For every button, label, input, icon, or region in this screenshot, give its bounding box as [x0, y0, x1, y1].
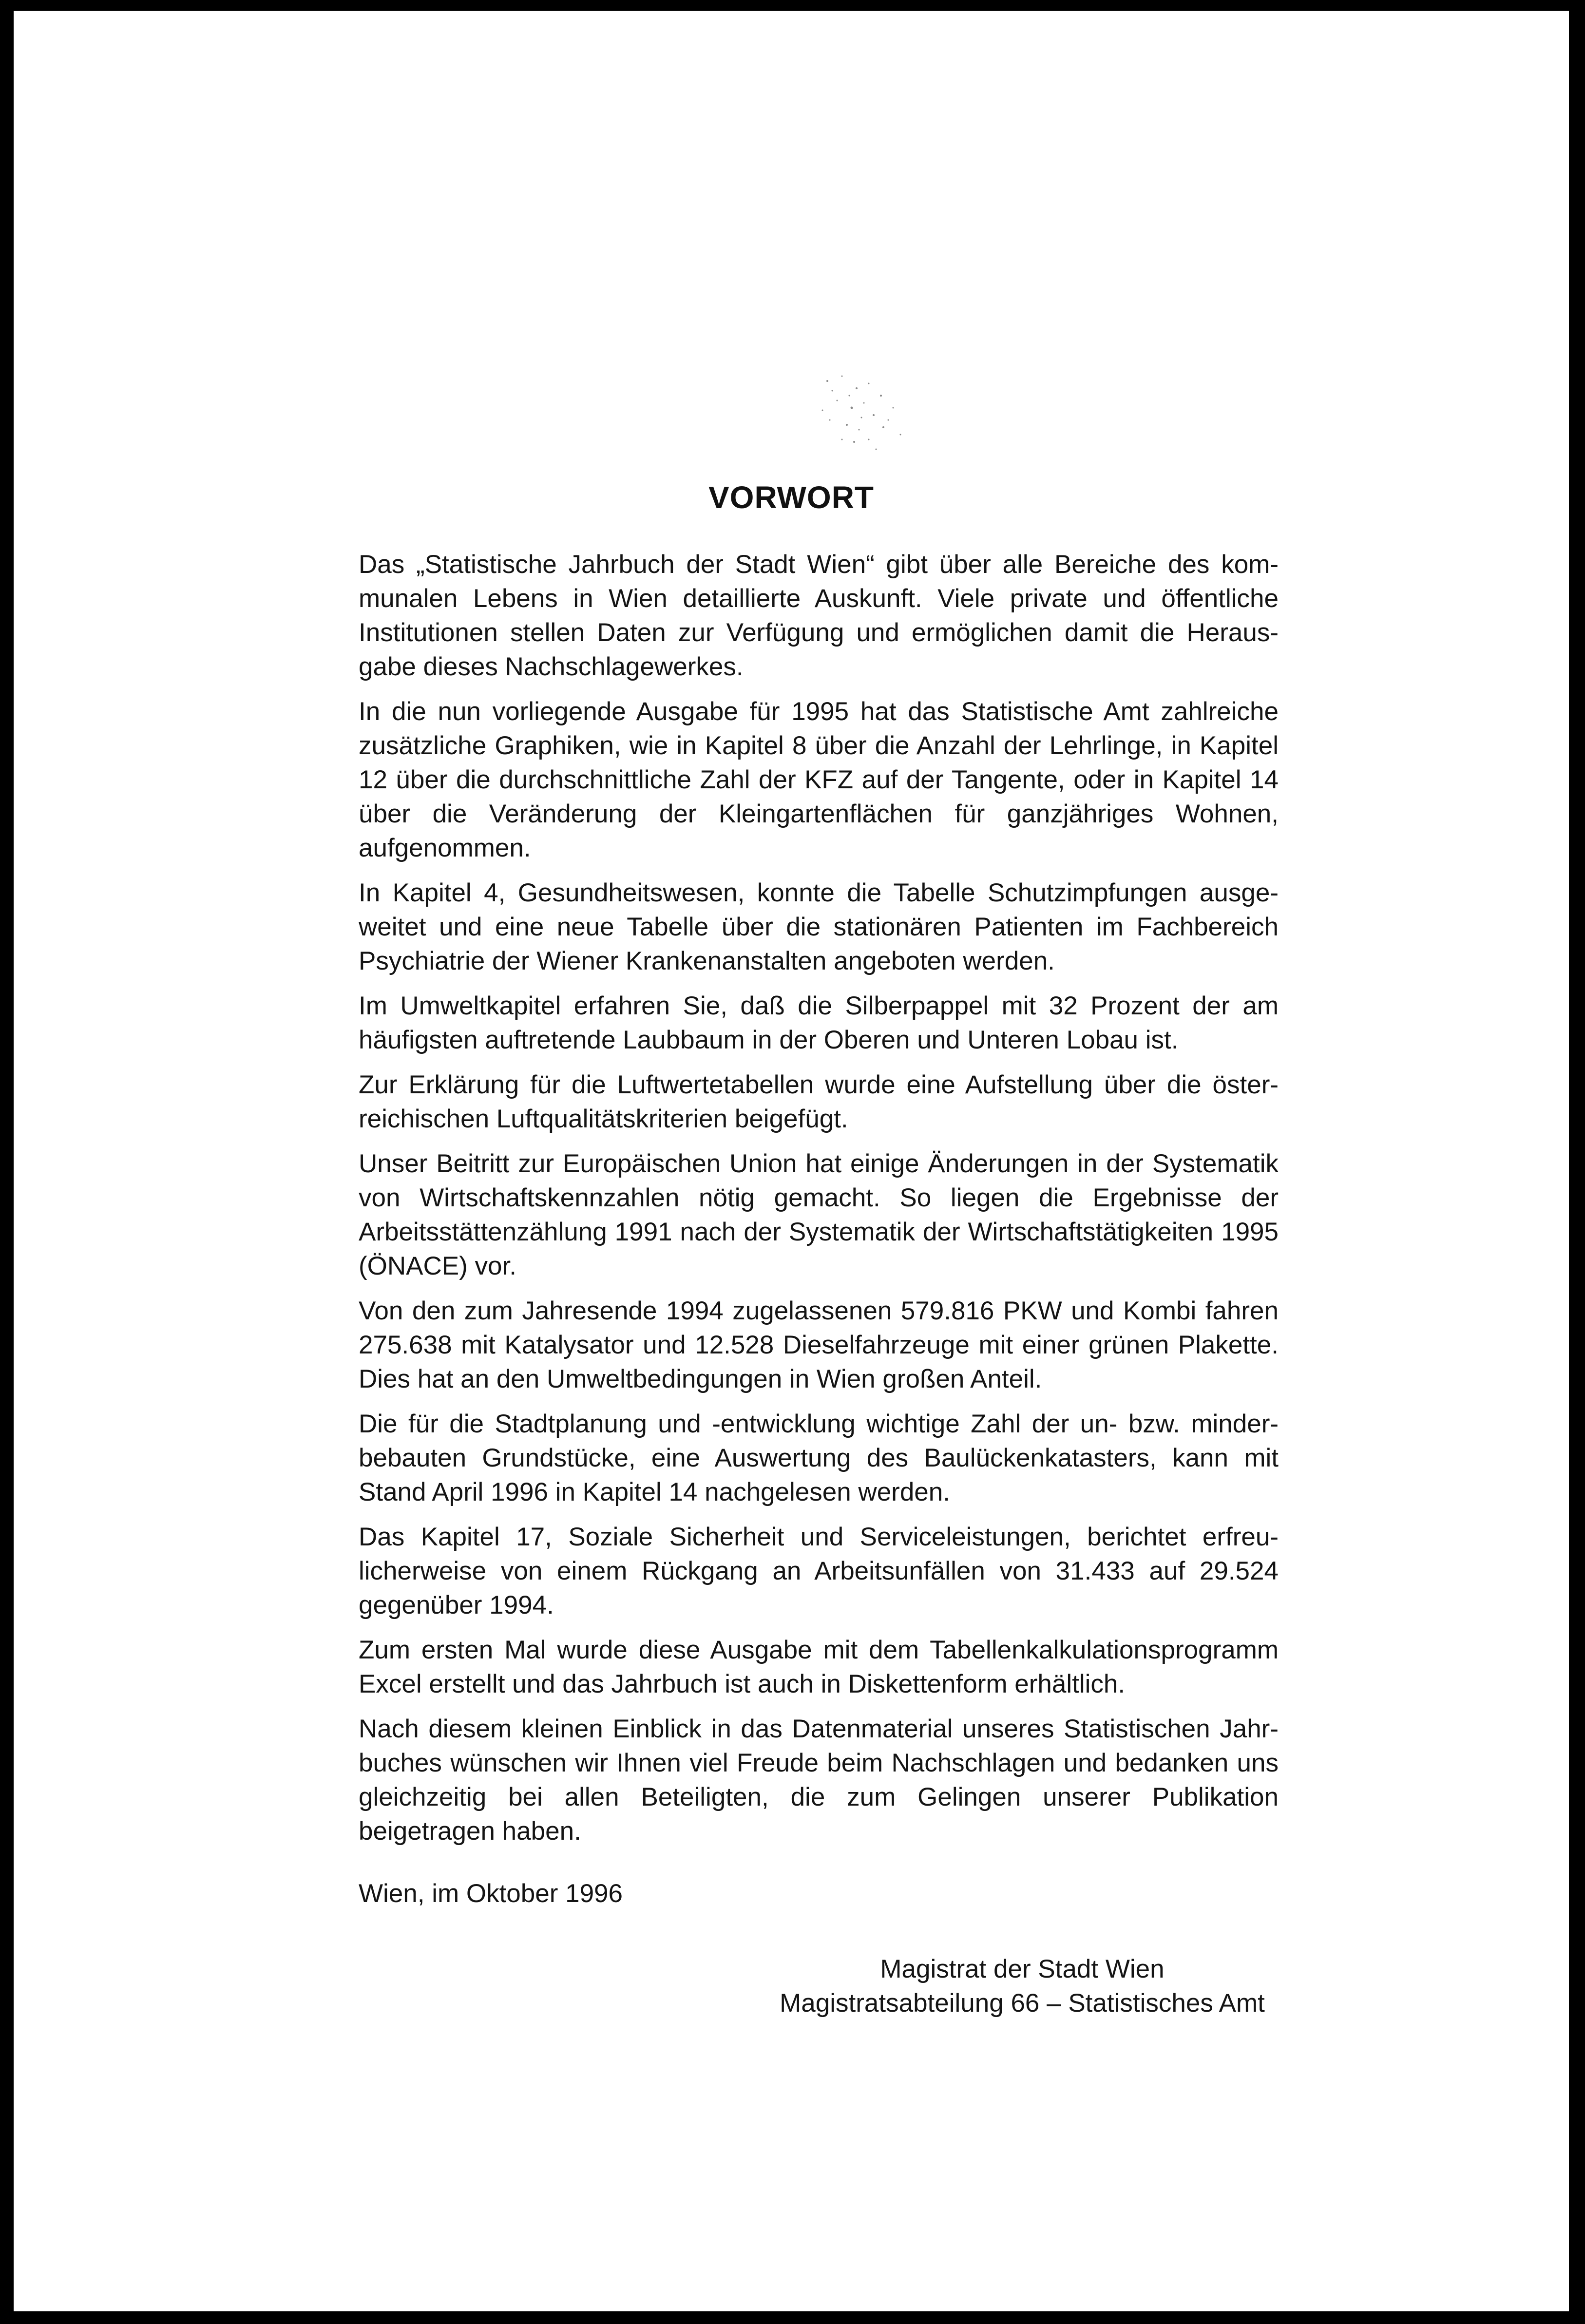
paragraph-4: Im Umweltkapitel erfahren Sie, daß die Silberpappel mit 32 Prozent der am häufigsten auftretende Laubbaum in der Oberen und Unteren Lobau ist. — [359, 991, 1279, 1054]
paragraph-5: Zur Erklärung für die Luftwertetabellen wurde eine Aufstellung über die österreichischen Luftqualitätskriterien beigefügt. — [359, 1070, 1279, 1133]
document-page — [14, 11, 1569, 2311]
foreword-body — [359, 548, 1279, 1859]
paragraph-6: Unser Beitritt zur Europäischen Union hat einige Änderungen in der Systematik von Wirtschaftskennzahlen nötig gemacht. So liegen die Ergebnisse der Arbeitsstättenzählung 1991 nach der Systematik der Wirtschaftstätigkeiten 1995 (ÖNACE) vor. — [359, 1149, 1279, 1280]
place-date: Wien, im Oktober 1996 — [359, 1879, 623, 1908]
signature-block — [764, 1952, 1280, 2020]
paragraph-7: Von den zum Jahresende 1994 zugelassenen 579.816 PKW und Kombi fahren 275.638 mit Katalysator und 12.528 Dieselfahrzeuge mit einer grünen Plakette. Dies hat an den Umweltbedingungen in Wien großen Anteil. — [359, 1296, 1279, 1393]
paragraph-9: Das Kapitel 17, Soziale Sicherheit und Serviceleistungen, berichtet erfreulicherweise von einem Rückgang an Arbeitsunfällen von 31.433 auf 29.524 gegenüber 1994. — [359, 1523, 1279, 1619]
signature-line-2: Magistratsabteilung 66 – Statistisches Amt — [780, 1989, 1265, 2018]
paragraph-8: Die für die Stadtplanung und -entwicklung wichtige Zahl der un- bzw. minderbebauten Grundstücke, eine Auswertung des Baulückenkatasters, kann mit Stand April 1996 in Kapitel 14 nachgelesen werden. — [359, 1410, 1279, 1506]
scan-speckle-mark — [783, 362, 930, 483]
paragraph-10: Zum ersten Mal wurde diese Ausgabe mit dem Tabellenkalkulationsprogramm Excel erstellt und das Jahrbuch ist auch in Diskettenform erhältlich. — [359, 1636, 1279, 1698]
paragraph-11: Nach diesem kleinen Einblick in das Datenmaterial unseres Statistischen Jahrbuches wünschen wir Ihnen viel Freude beim Nachschlagen und bedanken uns gleichzeitig bei allen Beteiligten, die zum Gelingen unserer Publikation beigetragen haben. — [359, 1714, 1279, 1846]
paragraph-2: In die nun vorliegende Ausgabe für 1995 hat das Statistische Amt zahlreiche zusätzliche Graphiken, wie in Kapitel 8 über die Anzahl der Lehrlinge, in Kapitel 12 über die durchschnittliche Zahl der KFZ auf der Tangente, oder in Kapitel 14 über die Veränderung der Kleingartenflächen für ganzjähriges Wohnen, aufgenommen. — [359, 697, 1279, 862]
paragraph-3: In Kapitel 4, Gesundheitswesen, konnte die Tabelle Schutzimpfungen ausgeweitet und eine neue Tabelle über die stationären Patienten im Fachbereich Psychiatrie der Wiener Krankenanstalten angeboten werden. — [359, 878, 1279, 975]
paragraph-1: Das „Statistische Jahrbuch der Stadt Wien“ gibt über alle Bereiche des kommunalen Lebens in Wien detaillierte Auskunft. Viele private und öffentliche Institutionen stellen Daten zur Verfügung und ermöglichen damit die Herausgabe dieses Nachschlagewerkes. — [359, 550, 1279, 681]
signature-line-1: Magistrat der Stadt Wien — [880, 1955, 1165, 1983]
page-title: VORWORT — [708, 480, 875, 515]
